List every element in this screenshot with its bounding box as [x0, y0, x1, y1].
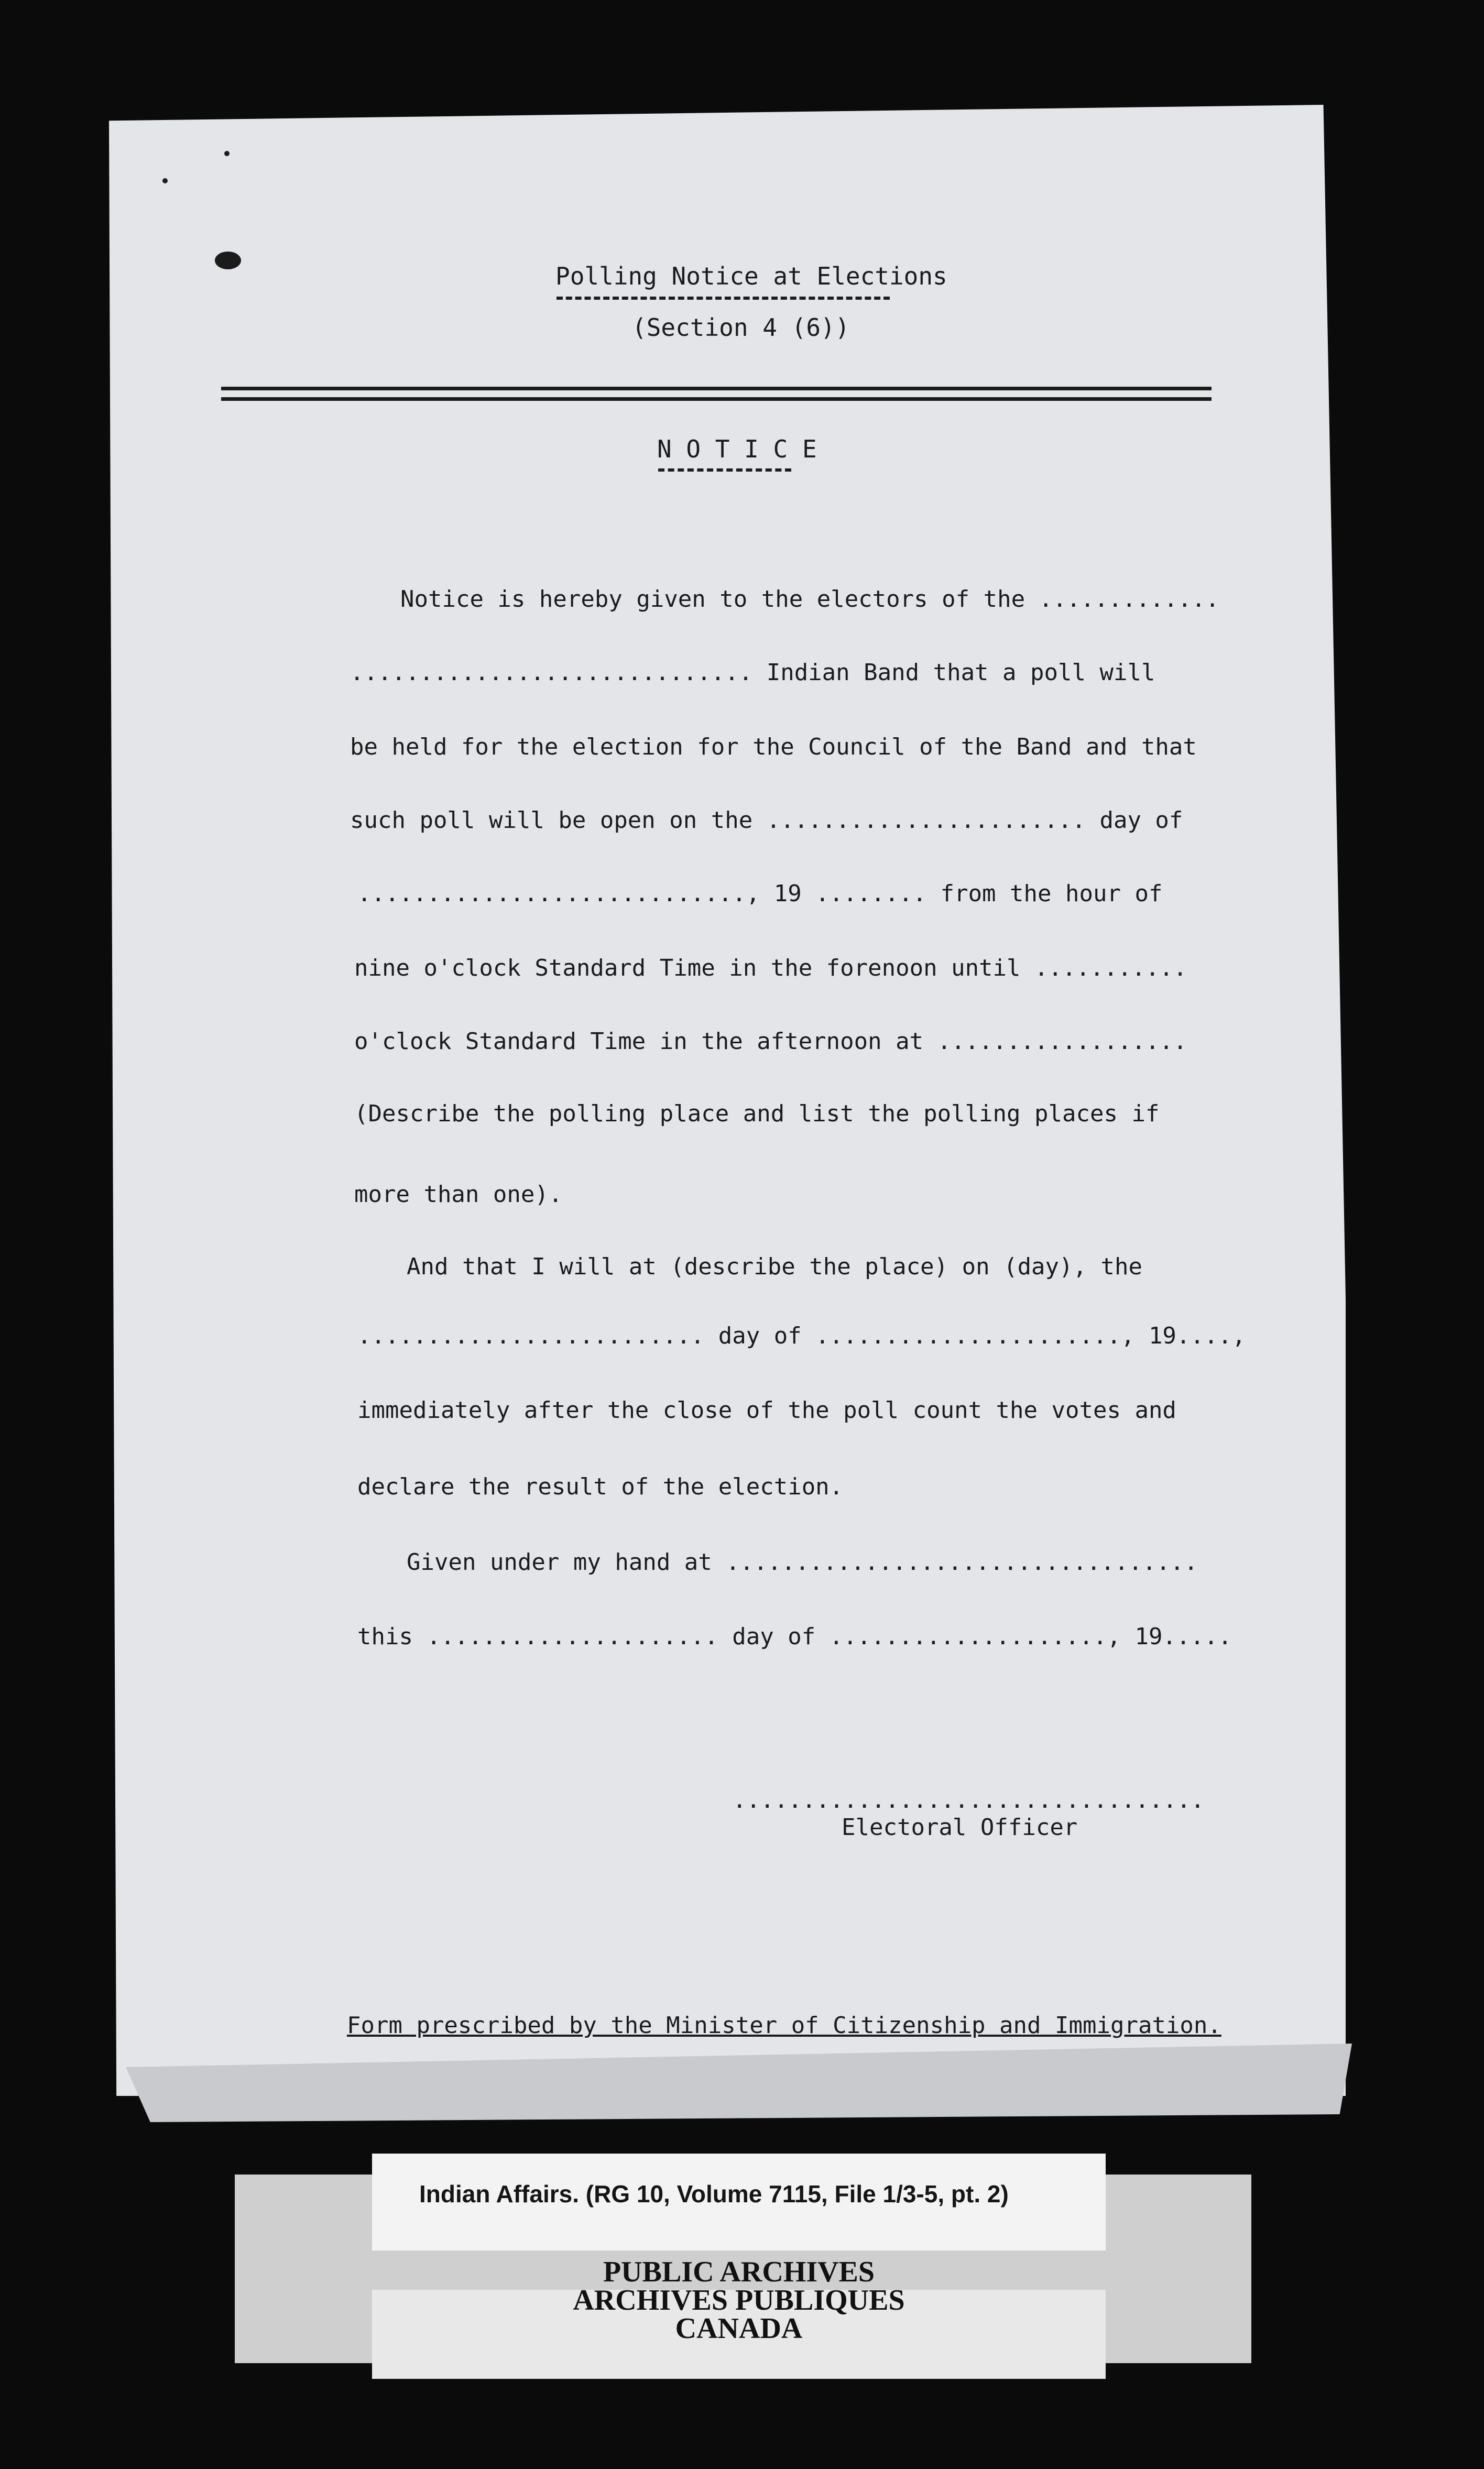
body-line: Notice is hereby given to the electors of the ............. — [400, 586, 1219, 613]
body-line: ......................... day of ......................, 19...., — [357, 1323, 1246, 1349]
body-line: this ..................... day of ...................., 19..... — [357, 1623, 1232, 1650]
body-line: immediately after the close of the poll count the votes and — [357, 1397, 1176, 1424]
body-line: nine o'clock Standard Time in the forenoon until ........... — [354, 955, 1187, 981]
notice-underline — [658, 468, 791, 472]
body-line: such poll will be open on the ....................... day of — [350, 807, 1183, 834]
body-line: And that I will at (describe the place) on (day), the — [407, 1253, 1142, 1280]
body-line: Given under my hand at .................................. — [407, 1549, 1198, 1576]
form-section: (Section 4 (6)) — [632, 313, 850, 342]
title-underline — [556, 297, 890, 300]
signature-line: .................................. — [733, 1787, 1205, 1813]
form-footer: Form prescribed by the Minister of Citizenship and Immigration. — [347, 2012, 1221, 2039]
body-line: ............................. Indian Band that a poll will — [350, 659, 1155, 686]
body-line: more than one). — [354, 1181, 563, 1208]
archive-stamp-line: PUBLIC ARCHIVES — [603, 2256, 875, 2288]
notice-heading: N O T I C E — [657, 435, 817, 463]
archive-stamp-line: ARCHIVES PUBLIQUES — [573, 2284, 905, 2317]
archive-reference: Indian Affairs. (RG 10, Volume 7115, File 1/3-5, pt. 2) — [419, 2180, 1009, 2208]
divider-rule — [221, 387, 1212, 390]
divider-rule-second — [221, 397, 1212, 401]
speck-mark — [162, 178, 168, 183]
punch-hole-mark — [215, 252, 241, 269]
body-line: ............................, 19 ........ from the hour of — [357, 880, 1163, 907]
signature-label: Electoral Officer — [842, 1814, 1078, 1841]
speck-mark — [224, 151, 230, 156]
body-line: (Describe the polling place and list the polling places if — [354, 1100, 1160, 1127]
form-title: Polling Notice at Elections — [555, 262, 947, 290]
body-line: declare the result of the election. — [357, 1473, 844, 1500]
archive-stamp-line: CANADA — [675, 2312, 803, 2345]
body-line: o'clock Standard Time in the afternoon at .................. — [354, 1028, 1187, 1055]
body-line: be held for the election for the Council of the Band and that — [350, 734, 1197, 760]
